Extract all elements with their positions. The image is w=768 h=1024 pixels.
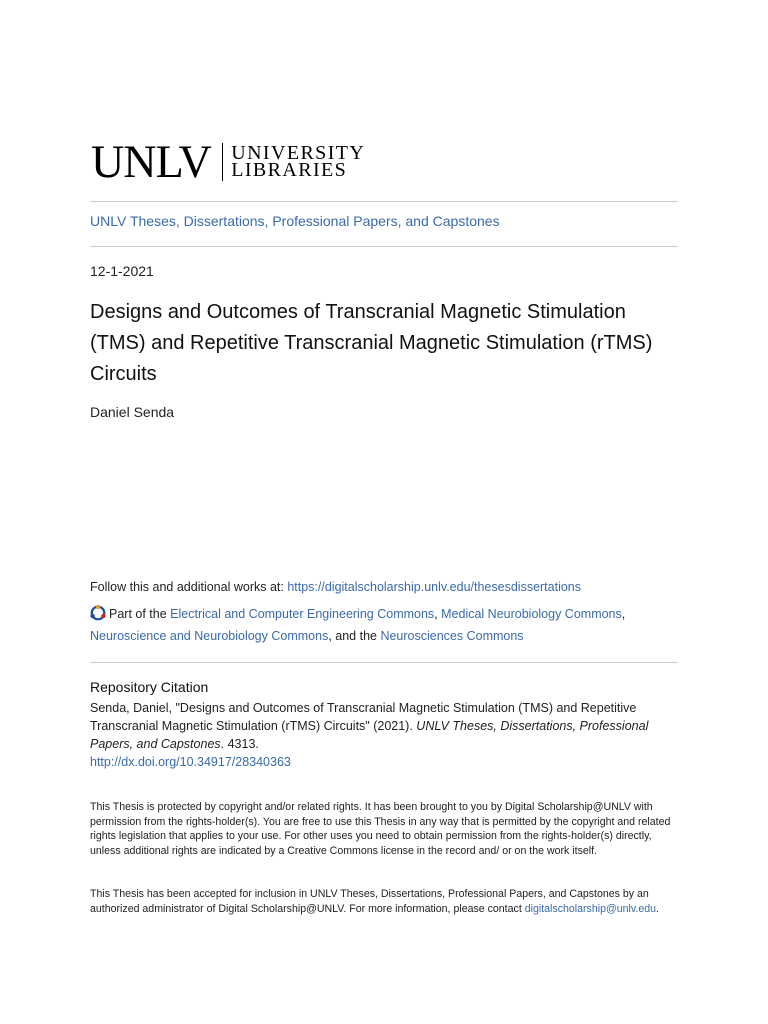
doi-link[interactable]: http://dx.doi.org/10.34917/28340363 [90, 755, 291, 769]
logo-line-libraries: LIBRARIES [231, 159, 348, 181]
divider-under-collection [90, 246, 678, 247]
logo-wordmark: UNLV [91, 136, 211, 188]
publication-date: 12-1-2021 [90, 263, 154, 279]
divider-top [90, 201, 678, 202]
follow-url-link[interactable]: https://digitalscholarship.unlv.edu/thesesdissertations [287, 580, 582, 594]
citation-text: Senda, Daniel, "Designs and Outcomes of Transcranial Magnetic Stimulation (TMS) and Repetitive Transcranial Magnetic Stimulation (rTMS) Circuits" (2021). [90, 701, 637, 733]
document-title: Designs and Outcomes of Transcranial Magnetic Stimulation (TMS) and Repetitive Transcranial Magnetic Stimulation (rTMS) Circuits [90, 301, 653, 385]
collection-link[interactable]: UNLV Theses, Dissertations, Professional Papers, and Capstones [90, 213, 500, 229]
citation-series: UNLV Theses, Dissertations, Professional Papers, and Capstones [90, 719, 649, 751]
logo-line-university: UNIVERSITY [231, 142, 366, 164]
author-name: Daniel Senda [90, 404, 175, 420]
logo-libraries [231, 142, 366, 181]
commons-link-neuroscience-neurobiology[interactable]: Neuroscience and Neurobiology Commons [90, 629, 329, 643]
part-of-prefix: Part of the [109, 607, 171, 621]
divider-above-citation [90, 662, 678, 663]
citation-number: . 4313. [220, 737, 259, 751]
citation-block [90, 699, 680, 771]
citation-heading: Repository Citation [90, 679, 209, 695]
follow-prefix: Follow this and additional works at: [90, 580, 288, 594]
contact-email-link[interactable]: digitalscholarship@unlv.edu [524, 902, 657, 915]
follow-line [90, 580, 581, 594]
inclusion-end: . [656, 902, 659, 915]
commons-link-electrical[interactable]: Electrical and Computer Engineering Commons [170, 607, 435, 621]
copyright-notice: This Thesis is protected by copyright and/or related rights. It has been brought to you by Digital Scholarship@UNLV with permission from the rights-holder(s). You are free to use this Thesis in any way that is permitted by the copyright and related rights legislation that applies to your use. For other uses you need to obtain permission from the rights-holder(s) directly, unless additional rights are indicated by a Creative Commons license in the record and/ or on the work itself. [90, 801, 671, 857]
commons-and-the: , and the [328, 629, 381, 643]
commons-separator: , [621, 607, 626, 621]
unlv-libraries-logo [91, 136, 366, 188]
commons-separator: , [434, 607, 442, 621]
logo-divider [222, 143, 223, 181]
network-icon [90, 605, 106, 621]
commons-link-medical-neurobiology[interactable]: Medical Neurobiology Commons [441, 607, 622, 621]
inclusion-text: This Thesis has been accepted for inclusion in UNLV Theses, Dissertations, Professional Papers, and Capstones by an authorized administrator of Digital Scholarship@UNLV. For more information, please contact [90, 888, 649, 915]
commons-link-neurosciences[interactable]: Neurosciences Commons [380, 629, 524, 643]
inclusion-notice [90, 887, 680, 916]
part-of-commons [90, 603, 690, 647]
